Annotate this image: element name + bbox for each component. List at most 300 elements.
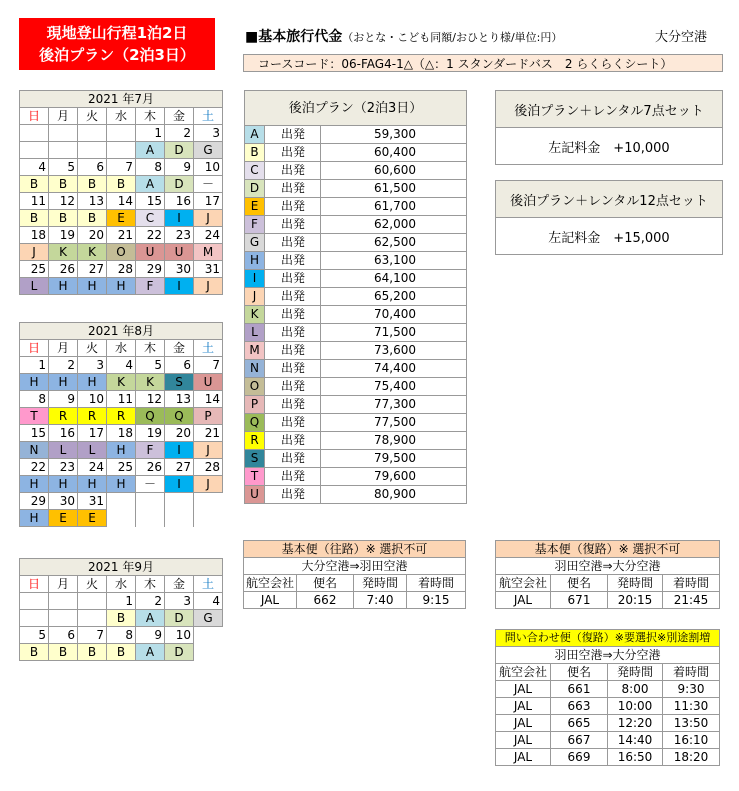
calendar-day-code: A [136,142,165,159]
price-code: D [245,180,265,198]
calendar-day-code: G [194,610,223,627]
calendar-day-code: B [107,176,136,193]
calendar-day-code: H [49,476,78,493]
weekday-header: 水 [107,108,136,125]
flight-col-header: 便名 [551,575,608,592]
calendar-day-code: H [78,278,107,295]
flight-col-header: 発時間 [608,575,663,592]
price-row [245,252,467,270]
flight-col-header: 航空会社 [496,575,551,592]
calendar-day-number: 4 [20,159,49,176]
flight-col-header: 発時間 [354,575,407,592]
calendar-day-number: 20 [78,227,107,244]
calendar-day-code: Q [136,408,165,425]
price-row [245,198,467,216]
calendar-day-code: R [78,408,107,425]
rental-7-box [495,90,723,165]
price-amount: 60,600 [321,162,467,180]
calendar-day-code: B [49,176,78,193]
price-code: H [245,252,265,270]
calendar-day-code: B [107,644,136,661]
flight-cell: 21:45 [663,592,720,609]
fee-heading-main: ■基本旅行代金 [245,29,343,45]
flight-cell: 10:00 [608,698,663,715]
weekday-header: 土 [194,576,223,593]
calendar-day-code: G [194,142,223,159]
price-code: O [245,378,265,396]
price-label: 出発 [265,216,321,234]
calendar-day-code: N [20,442,49,459]
price-row [245,234,467,252]
price-label: 出発 [265,378,321,396]
weekday-header: 木 [136,340,165,357]
price-amount: 63,100 [321,252,467,270]
calendar-day-code: H [49,374,78,391]
weekday-header: 木 [136,576,165,593]
calendar-day-code: － [194,176,223,193]
calendar-day-code: K [107,374,136,391]
calendar-day-number: 25 [20,261,49,278]
flight-cell: 667 [551,732,608,749]
calendar-day-code: I [165,278,194,295]
price-label: 出発 [265,162,321,180]
calendar-day-number: 31 [78,493,107,510]
flight-row [496,681,720,698]
price-label: 出発 [265,252,321,270]
return-flight-table [495,540,720,609]
calendar-day-code: J [194,476,223,493]
outbound-flight-table [243,540,466,609]
calendar-day-code: C [136,210,165,227]
calendar-day-code [136,510,165,527]
flight-cell: 12:20 [608,715,663,732]
price-row [245,396,467,414]
calendar-day-number: 30 [165,261,194,278]
price-code: C [245,162,265,180]
calendar-day-number [194,627,223,644]
calendar-day-number: 2 [165,125,194,142]
calendar-day-number: 2 [136,593,165,610]
price-row [245,432,467,450]
calendar-day-number: 7 [194,357,223,374]
title-line-1: 現地登山行程1泊2日 [46,24,188,42]
calendar-day-number: 6 [165,357,194,374]
flight-row [496,732,720,749]
weekday-header: 月 [49,340,78,357]
price-code: I [245,270,265,288]
weekday-header: 日 [20,340,49,357]
price-amount: 59,300 [321,126,467,144]
price-label: 出発 [265,342,321,360]
flight-cell: 7:40 [354,592,407,609]
price-label: 出発 [265,468,321,486]
calendar-day-code: D [165,142,194,159]
calendar-day-number: 31 [194,261,223,278]
price-label: 出発 [265,144,321,162]
calendar-day-number [78,125,107,142]
flight-cell: JAL [496,681,551,698]
calendar-day-number: 14 [194,391,223,408]
calendar-day-number: 20 [165,425,194,442]
price-label: 出発 [265,432,321,450]
price-code: R [245,432,265,450]
calendar-day-code [49,610,78,627]
flight-cell: 14:40 [608,732,663,749]
rental-12-title: 後泊プラン＋レンタル12点セット [496,181,723,218]
calendar-day-code: I [165,442,194,459]
calendar-day-number: 1 [107,593,136,610]
weekday-header: 木 [136,108,165,125]
calendar-day-code: A [136,644,165,661]
calendar-day-number: 5 [136,357,165,374]
flight-cell: JAL [496,732,551,749]
price-amount: 77,500 [321,414,467,432]
calendar-day-code: E [78,510,107,527]
calendar-day-number: 25 [107,459,136,476]
flight-col-header: 発時間 [608,664,663,681]
rental-12-value: 左記料金 +15,000 [496,218,723,255]
price-row [245,486,467,504]
calendar-day-code: U [136,244,165,261]
weekday-header: 水 [107,340,136,357]
calendar-day-code: H [107,442,136,459]
calendar-day-code: L [20,278,49,295]
price-row [245,306,467,324]
calendar-day-code: D [165,610,194,627]
calendar-day-code: R [107,408,136,425]
calendar-day-number: 14 [107,193,136,210]
price-row [245,288,467,306]
flight-cell: 663 [551,698,608,715]
calendar-day-code: R [49,408,78,425]
flight-route: 大分空港⇒羽田空港 [244,558,466,575]
calendar-day-code: B [20,176,49,193]
calendar-day-code: B [20,644,49,661]
price-label: 出発 [265,324,321,342]
weekday-header: 月 [49,576,78,593]
price-row [245,414,467,432]
rental-7-value: 左記料金 +10,000 [496,128,723,165]
calendar-day-number: 12 [136,391,165,408]
calendar-day-code: H [49,278,78,295]
calendar-day-number: 11 [107,391,136,408]
flight-cell: 9:15 [407,592,466,609]
calendar-day-number: 18 [107,425,136,442]
flight-cell: 11:30 [663,698,720,715]
calendar-day-number: 5 [20,627,49,644]
fee-heading [245,26,562,46]
price-row [245,216,467,234]
calendar-day-number: 8 [20,391,49,408]
calendar-day-number: 19 [49,227,78,244]
flight-row [496,749,720,766]
calendar-day-code: J [194,278,223,295]
calendar-day-number: 24 [194,227,223,244]
calendar-day-code: I [165,476,194,493]
calendar-day-number: 27 [78,261,107,278]
calendar-day-code: H [20,476,49,493]
price-row [245,162,467,180]
calendar-day-number: 3 [165,593,194,610]
calendar-day-number: 17 [78,425,107,442]
calendar-day-number: 15 [136,193,165,210]
calendar-day-number: 5 [49,159,78,176]
calendar-day-code: B [78,176,107,193]
price-amount: 77,300 [321,396,467,414]
price-label: 出発 [265,288,321,306]
calendar-day-code: U [165,244,194,261]
flight-row [244,592,466,609]
calendar-day-number: 8 [136,159,165,176]
weekday-header: 日 [20,108,49,125]
calendar-day-code: L [78,442,107,459]
calendar-day-code: D [165,644,194,661]
calendar-day-code: P [194,408,223,425]
price-amount: 75,400 [321,378,467,396]
flight-table-title: 基本便（往路）※ 選択不可 [244,541,466,558]
calendar-day-number [107,125,136,142]
calendar-day-code [78,610,107,627]
calendar-day-code: E [107,210,136,227]
calendar-day-number: 4 [107,357,136,374]
calendar-day-number: 22 [136,227,165,244]
calendar-day-number: 1 [20,357,49,374]
inquiry-flight-table [495,629,720,766]
flight-col-header: 航空会社 [244,575,297,592]
price-label: 出発 [265,486,321,504]
price-amount: 71,500 [321,324,467,342]
weekday-header: 土 [194,340,223,357]
flight-table-title: 問い合わせ便（復路）※要選択※別途割増 [496,630,720,647]
calendar-day-number: 3 [194,125,223,142]
calendar-day-code: B [78,210,107,227]
calendar-day-number: 4 [194,593,223,610]
calendar-day-number: 22 [20,459,49,476]
calendar-day-number: 26 [136,459,165,476]
price-amount: 61,700 [321,198,467,216]
flight-cell: 18:20 [663,749,720,766]
calendar-day-number [107,493,136,510]
calendar-day-number: 6 [78,159,107,176]
price-label: 出発 [265,198,321,216]
flight-col-header: 便名 [551,664,608,681]
calendar-day-number: 2 [49,357,78,374]
price-row [245,180,467,198]
flight-cell: 13:50 [663,715,720,732]
calendar-day-number: 15 [20,425,49,442]
calendar-day-code [107,142,136,159]
price-label: 出発 [265,180,321,198]
price-row [245,324,467,342]
price-code: L [245,324,265,342]
airport-label: 大分空港 [655,30,708,45]
course-code: コースコード：06-FAG4-1△（△：1 スタンダードバス 2 らくらくシート） [243,54,723,72]
calendar-day-code: D [165,176,194,193]
weekday-header: 金 [165,340,194,357]
weekday-header: 日 [20,576,49,593]
price-code: U [245,486,265,504]
flight-cell: 662 [297,592,354,609]
rental-7-title: 後泊プラン＋レンタル7点セット [496,91,723,128]
price-amount: 65,200 [321,288,467,306]
calendar-day-number: 26 [49,261,78,278]
flight-col-header: 着時間 [663,664,720,681]
weekday-header: 水 [107,576,136,593]
calendar-day-code: J [194,210,223,227]
calendar-day-number [49,125,78,142]
fee-heading-sub: （おとな・こども同額/おひとり様/単位:円） [342,31,563,44]
price-code: K [245,306,265,324]
flight-cell: 661 [551,681,608,698]
calendar-day-code: U [194,374,223,391]
calendar-day-number: 21 [194,425,223,442]
calendar-day-code: O [107,244,136,261]
calendar-title: 2021 年9月 [20,559,223,576]
calendar-day-number: 3 [78,357,107,374]
price-code: J [245,288,265,306]
calendar-day-code: B [78,644,107,661]
flight-cell: JAL [244,592,297,609]
price-amount: 64,100 [321,270,467,288]
calendar-day-code: K [136,374,165,391]
calendar-september [19,558,223,661]
price-amount: 79,500 [321,450,467,468]
price-row [245,270,467,288]
calendar-day-number [49,593,78,610]
calendar-day-code: M [194,244,223,261]
weekday-header: 金 [165,108,194,125]
price-amount: 62,000 [321,216,467,234]
calendar-day-number: 10 [165,627,194,644]
calendar-day-code: B [20,210,49,227]
price-code: T [245,468,265,486]
calendar-day-code [165,510,194,527]
calendar-day-number: 29 [136,261,165,278]
flight-cell: 665 [551,715,608,732]
calendar-day-number: 19 [136,425,165,442]
calendar-day-code [78,142,107,159]
price-row [245,468,467,486]
calendar-day-code: H [20,510,49,527]
calendar-day-number: 12 [49,193,78,210]
calendar-day-code: H [20,374,49,391]
price-row [245,360,467,378]
calendar-day-number: 10 [78,391,107,408]
calendar-day-code: F [136,442,165,459]
calendar-day-code: B [49,210,78,227]
calendar-day-number: 6 [49,627,78,644]
calendar-day-number: 21 [107,227,136,244]
calendar-day-number: 8 [107,627,136,644]
weekday-header: 月 [49,108,78,125]
calendar-day-number [20,593,49,610]
price-table-header: 後泊プラン（2泊3日） [245,91,467,126]
calendar-day-code: Q [165,408,194,425]
price-label: 出発 [265,306,321,324]
calendar-day-code: H [78,374,107,391]
flight-cell: 669 [551,749,608,766]
calendar-day-code: E [49,510,78,527]
flight-cell: JAL [496,715,551,732]
price-code: S [245,450,265,468]
price-amount: 60,400 [321,144,467,162]
calendar-day-code: H [107,476,136,493]
price-amount: 80,900 [321,486,467,504]
calendar-day-number: 27 [165,459,194,476]
calendar-day-number: 30 [49,493,78,510]
calendar-day-code: T [20,408,49,425]
calendar-day-number: 29 [20,493,49,510]
price-amount: 79,600 [321,468,467,486]
price-code: M [245,342,265,360]
calendar-day-code [194,644,223,661]
title-line-2: 後泊プラン（2泊3日） [39,46,195,64]
price-code: B [245,144,265,162]
calendar-august [19,322,223,527]
calendar-day-number: 11 [20,193,49,210]
weekday-header: 火 [78,108,107,125]
calendar-day-code [20,610,49,627]
calendar-day-code: K [49,244,78,261]
price-code: E [245,198,265,216]
calendar-day-number: 16 [49,425,78,442]
calendar-july [19,90,223,295]
flight-table-title: 基本便（復路）※ 選択不可 [496,541,720,558]
price-row [245,126,467,144]
weekday-header: 土 [194,108,223,125]
flight-row [496,715,720,732]
calendar-day-number: 10 [194,159,223,176]
price-code: Q [245,414,265,432]
calendar-day-number: 7 [78,627,107,644]
calendar-day-number: 23 [165,227,194,244]
calendar-day-number: 13 [78,193,107,210]
price-code: P [245,396,265,414]
calendar-day-number: 16 [165,193,194,210]
price-label: 出発 [265,126,321,144]
flight-row [496,592,720,609]
price-label: 出発 [265,450,321,468]
calendar-day-code: H [78,476,107,493]
calendar-day-code: A [136,176,165,193]
flight-route: 羽田空港⇒大分空港 [496,558,720,575]
price-row [245,342,467,360]
calendar-day-number: 13 [165,391,194,408]
calendar-title: 2021 年7月 [20,91,223,108]
flight-cell: 16:50 [608,749,663,766]
price-amount: 74,400 [321,360,467,378]
calendar-day-number: 28 [107,261,136,278]
price-table [244,90,467,504]
flight-cell: JAL [496,698,551,715]
calendar-day-code: S [165,374,194,391]
calendar-day-code: B [107,610,136,627]
calendar-day-number: 24 [78,459,107,476]
flight-col-header: 着時間 [407,575,466,592]
calendar-day-number [194,493,223,510]
flight-row [496,698,720,715]
calendar-day-code [194,510,223,527]
flight-cell: 8:00 [608,681,663,698]
weekday-header: 火 [78,576,107,593]
flight-cell: 671 [551,592,608,609]
calendar-day-code: A [136,610,165,627]
calendar-day-code: J [20,244,49,261]
calendar-day-number: 9 [136,627,165,644]
calendar-day-code: L [49,442,78,459]
price-code: A [245,126,265,144]
rental-12-box [495,180,723,255]
